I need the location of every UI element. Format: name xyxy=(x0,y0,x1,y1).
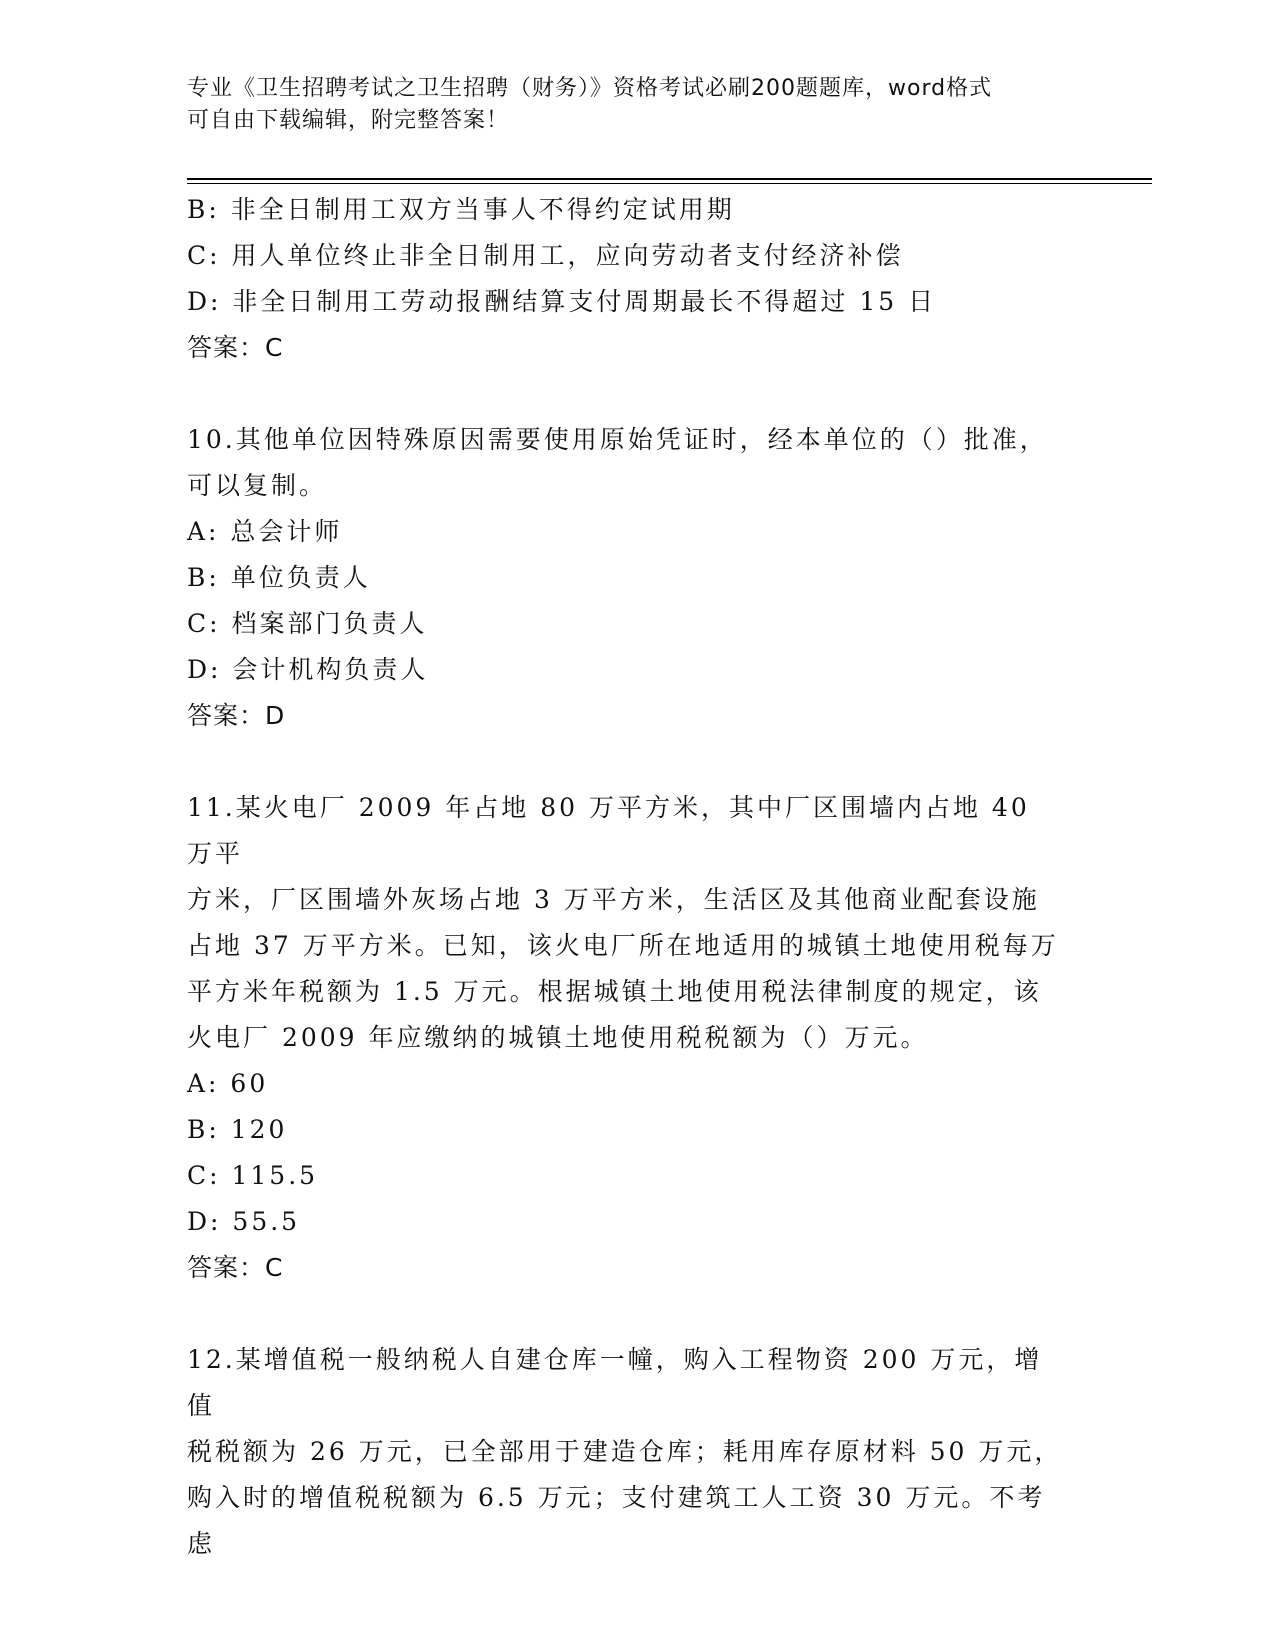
header-line-2: 可自由下载编辑，附完整答案！ xyxy=(187,108,510,133)
option-d: D: 55.5 xyxy=(187,1207,301,1236)
option-c: C: 用人单位终止非全日制用工，应向劳动者支付经济补偿 xyxy=(187,241,904,270)
question-12 xyxy=(187,1337,1067,1567)
spacer xyxy=(187,371,1067,417)
question-10 xyxy=(187,417,1067,739)
question-text-line: 12.某增值税一般纳税人自建仓库一幢，购入工程物资 200 万元，增值 xyxy=(187,1345,1043,1420)
question-11 xyxy=(187,785,1067,1291)
spacer xyxy=(187,1291,1067,1337)
question-text-line: 方米，厂区围墙外灰场占地 3 万平方米，生活区及其他商业配套设施 xyxy=(187,885,1040,914)
question-text-line: 税税额为 26 万元，已全部用于建造仓库；耗用库存原材料 50 万元， xyxy=(187,1437,1063,1466)
question-text-line: 占地 37 万平方米。已知，该火电厂所在地适用的城镇土地使用税每万 xyxy=(187,931,1059,960)
header-rule-thick xyxy=(187,178,1152,180)
option-a: A: 60 xyxy=(187,1069,269,1098)
question-text-line: 10.其他单位因特殊原因需要使用原始凭证时，经本单位的（）批准， xyxy=(187,425,1048,454)
answer-line: 答案：C xyxy=(187,333,284,362)
question-text-line: 购入时的增值税税额为 6.5 万元；支付建筑工人工资 30 万元。不考虑 xyxy=(187,1483,1046,1558)
header-rule-thin xyxy=(187,183,1152,184)
question-text-line: 平方米年税额为 1.5 万元。根据城镇土地使用税法律制度的规定，该 xyxy=(187,977,1042,1006)
question-text-line: 火电厂 2009 年应缴纳的城镇土地使用税税额为（）万元。 xyxy=(187,1023,929,1052)
option-d: D: 非全日制用工劳动报酬结算支付周期最长不得超过 15 日 xyxy=(187,287,937,316)
option-b: B: 单位负责人 xyxy=(187,563,371,592)
document-body xyxy=(187,187,1067,1567)
question-text-line: 可以复制。 xyxy=(187,471,328,500)
option-d: D: 会计机构负责人 xyxy=(187,655,429,684)
option-c: C: 档案部门负责人 xyxy=(187,609,428,638)
answer-line: 答案：C xyxy=(187,1253,284,1282)
question-text-line: 11.某火电厂 2009 年占地 80 万平方米，其中厂区围墙内占地 40 万平 xyxy=(187,793,1030,868)
option-a: A: 总会计师 xyxy=(187,517,343,546)
option-b: B: 非全日制用工双方当事人不得约定试用期 xyxy=(187,195,735,224)
option-c: C: 115.5 xyxy=(187,1161,319,1190)
header-line-1: 专业《卫生招聘考试之卫生招聘（财务）》资格考试必刷200题题库，word格式 xyxy=(187,76,993,101)
answer-line: 答案：D xyxy=(187,701,286,730)
document-header xyxy=(187,73,1087,137)
question-9-tail xyxy=(187,187,1067,371)
spacer xyxy=(187,739,1067,785)
option-b: B: 120 xyxy=(187,1115,288,1144)
